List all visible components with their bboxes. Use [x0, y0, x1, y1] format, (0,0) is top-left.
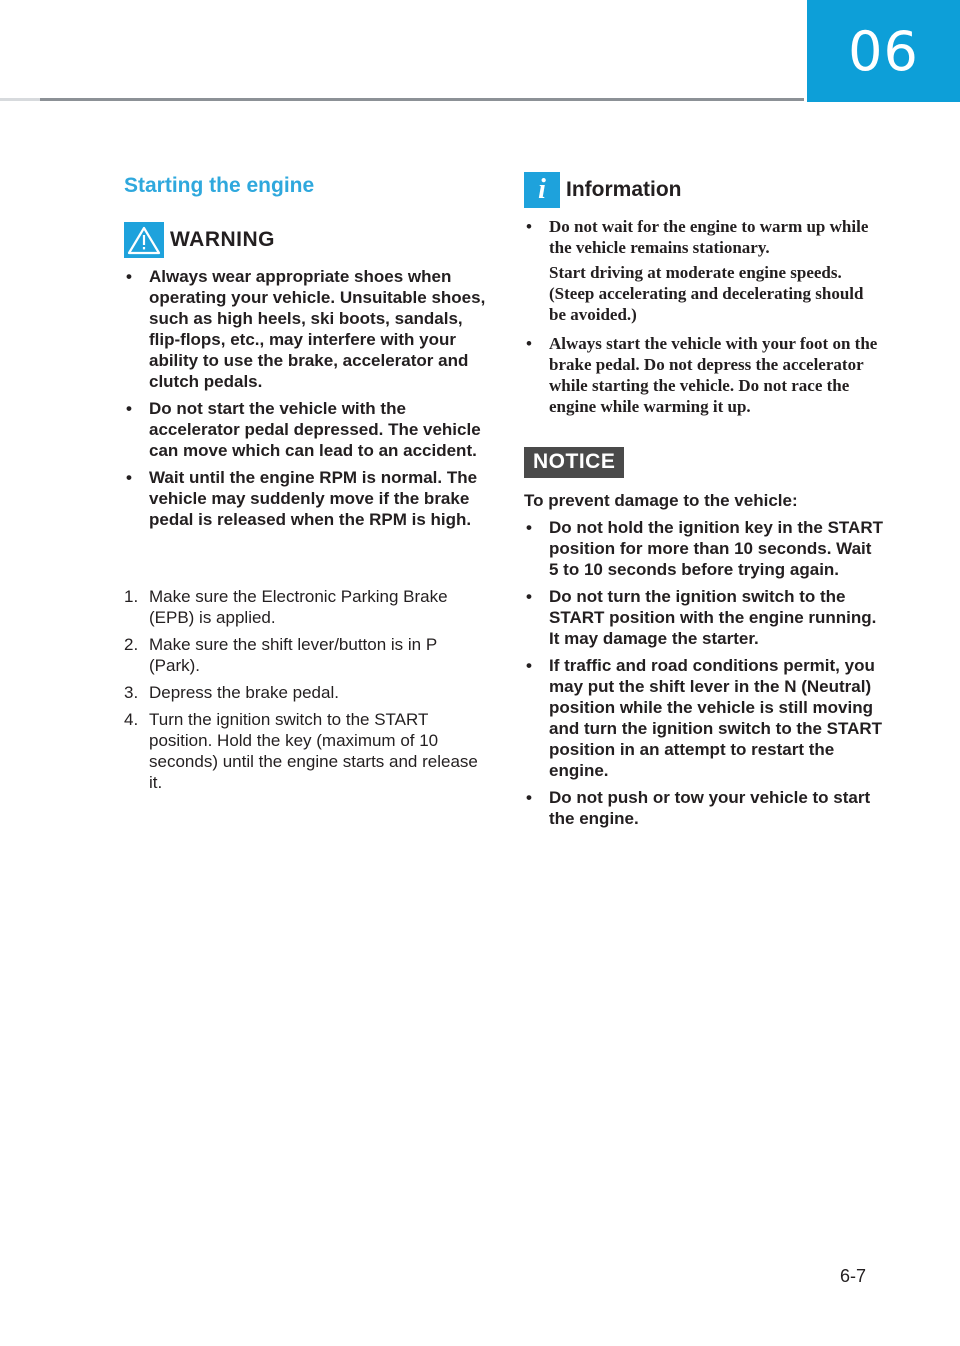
warning-item [124, 398, 488, 461]
notice-item [524, 586, 884, 649]
step-text: Make sure the Electronic Parking Brake (EPB) is applied. [149, 587, 448, 627]
information-list-2 [524, 333, 884, 417]
bullet-icon: • [126, 468, 132, 487]
step-item [124, 709, 488, 793]
information-label: Information [566, 178, 682, 201]
notice-item [524, 517, 884, 580]
step-item [124, 634, 488, 676]
notice-item-text: Do not hold the ignition key in the START position for more than 10 seconds. Wait 5 to 10 seconds before trying again. [549, 518, 883, 579]
warning-item-text: Do not start the vehicle with the accelerator pedal depressed. The vehicle can move which can lead to an accident. [149, 399, 481, 460]
information-list [524, 216, 884, 258]
warning-icon [124, 222, 164, 258]
bullet-icon: • [526, 334, 532, 353]
step-number: 3. [124, 683, 139, 702]
bullet-icon: • [526, 217, 532, 236]
step-item [124, 586, 488, 628]
chapter-tab [807, 0, 960, 102]
bullet-icon: • [126, 399, 132, 418]
warning-label: WARNING [170, 228, 275, 251]
bullet-icon: • [526, 788, 532, 807]
chapter-number: 06 [848, 19, 919, 83]
info-icon: i [524, 172, 560, 208]
step-text: Depress the brake pedal. [149, 683, 339, 702]
step-number: 1. [124, 587, 139, 606]
notice-item [524, 655, 884, 781]
notice-item-text: If traffic and road conditions permit, you may put the shift lever in the N (Neutral) position while the vehicle is still moving and turn the ignition switch to the START position in an attempt to restart the engine. [549, 656, 883, 780]
header-rule-accent [0, 98, 40, 101]
bullet-icon: • [126, 267, 132, 286]
page-number: 6-7 [840, 1266, 867, 1286]
information-item [524, 216, 884, 258]
step-number: 4. [124, 710, 139, 729]
information-header [524, 172, 884, 208]
notice-item [524, 787, 884, 829]
warning-item-text: Wait until the engine RPM is normal. The vehicle may suddenly move if the brake pedal is released when the RPM is high. [149, 468, 478, 529]
information-item-text: Do not wait for the engine to warm up while the vehicle remains stationary. [549, 217, 869, 257]
right-column [524, 170, 884, 835]
information-continued: Start driving at moderate engine speeds. (Steep accelerating and decelerating should be avoided.) [549, 263, 864, 324]
header-rule [0, 98, 804, 101]
steps-list [124, 586, 488, 793]
section-title: Starting the engine [124, 174, 315, 197]
bullet-icon: • [526, 518, 532, 537]
bullet-icon: • [526, 656, 532, 675]
step-text: Turn the ignition switch to the START position. Hold the key (maximum of 10 seconds) until the engine starts and release it. [149, 710, 478, 792]
information-item-text: Always start the vehicle with your foot on the brake pedal. Do not depress the accelerator while starting the vehicle. Do not race the engine while warming it up. [549, 334, 878, 416]
notice-intro: To prevent damage to the vehicle: [524, 491, 798, 510]
step-item [124, 682, 488, 703]
warning-item [124, 467, 488, 530]
left-column [124, 170, 488, 799]
notice-list [524, 517, 884, 829]
step-text: Make sure the shift lever/button is in P (Park). [149, 635, 437, 675]
step-number: 2. [124, 635, 139, 654]
warning-item-text: Always wear appropriate shoes when operating your vehicle. Unsuitable shoes, such as high heels, ski boots, sandals, flip-flops, etc., may interfere with your ability to use the brake, accelerator and clutch pedals. [149, 267, 486, 391]
bullet-icon: • [526, 587, 532, 606]
information-item [524, 333, 884, 417]
notice-badge: NOTICE [524, 447, 624, 478]
warning-item [124, 266, 488, 392]
warning-header [124, 222, 488, 258]
notice-item-text: Do not push or tow your vehicle to start the engine. [549, 788, 871, 828]
notice-item-text: Do not turn the ignition switch to the START position with the engine running. It may damage the starter. [549, 587, 877, 648]
warning-list [124, 266, 488, 530]
